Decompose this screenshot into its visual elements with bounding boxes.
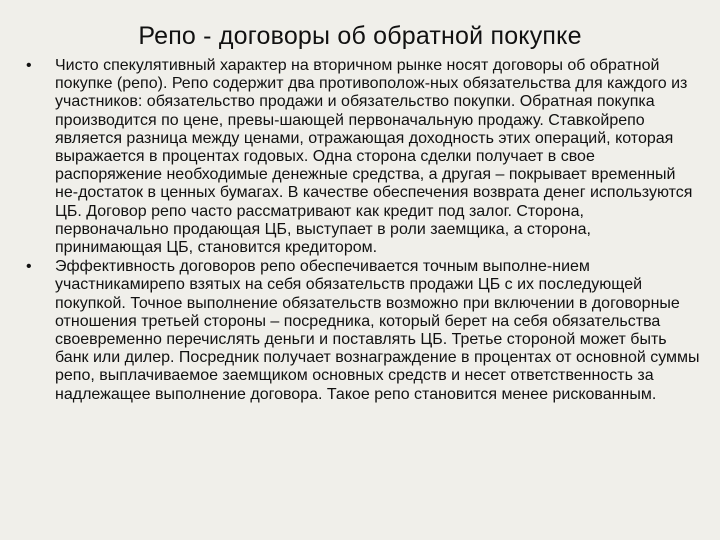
bullet-icon: • (26, 57, 32, 74)
bullet-item (26, 57, 702, 257)
slide-title: Репо - договоры об обратной покупке (138, 22, 582, 50)
bullet-icon: • (26, 258, 32, 276)
bullet-text: Чисто спекулятивный характер на вторичном рынке носят договоры об обратной покупке (репо). Репо содержит два противополож-ных обязательства для каждого из участников: обязательство продажи и обязательство покупки. Обратная покупка производится по цене, превы-шающей первоначальную продажу. Ставкойрепо является разница между ценами, отражающая доходность этих операций, которая выражается в процентах годовых. Одна сторона сделки получает в свое распоряжение необходимые денежные средства, а другая – покрывает временный не-достаток в ценных бумагах. В качестве обеспечения возврата денег используются ЦБ. Договор репо часто рассматривают как кредит под залог. Сторона, первоначально продающая ЦБ, выступает в роли заемщика, а сторона, принимающая ЦБ, становится кредитором. (55, 57, 693, 257)
bullet-list (26, 57, 702, 405)
bullet-item (26, 258, 702, 404)
bullet-text: Эффективность договоров репо обеспечивается точным выполне-нием участникамирепо взятых на себя обязательств продажи ЦБ с их последующей покупкой. Точное выполнение обязательств возможно при включении в договорные отношения третьей стороны – посредника, который берет на себя обязательства своевременно перечислять деньги и поставлять ЦБ. Третье стороной может быть банк или дилер. Посредник получает вознаграждение в процентах от основной суммы репо, выплачиваемое заемщиком основных средств и несет ответственность за надлежащее выполнение договора. Такое репо становится менее рискованным. (55, 258, 700, 403)
